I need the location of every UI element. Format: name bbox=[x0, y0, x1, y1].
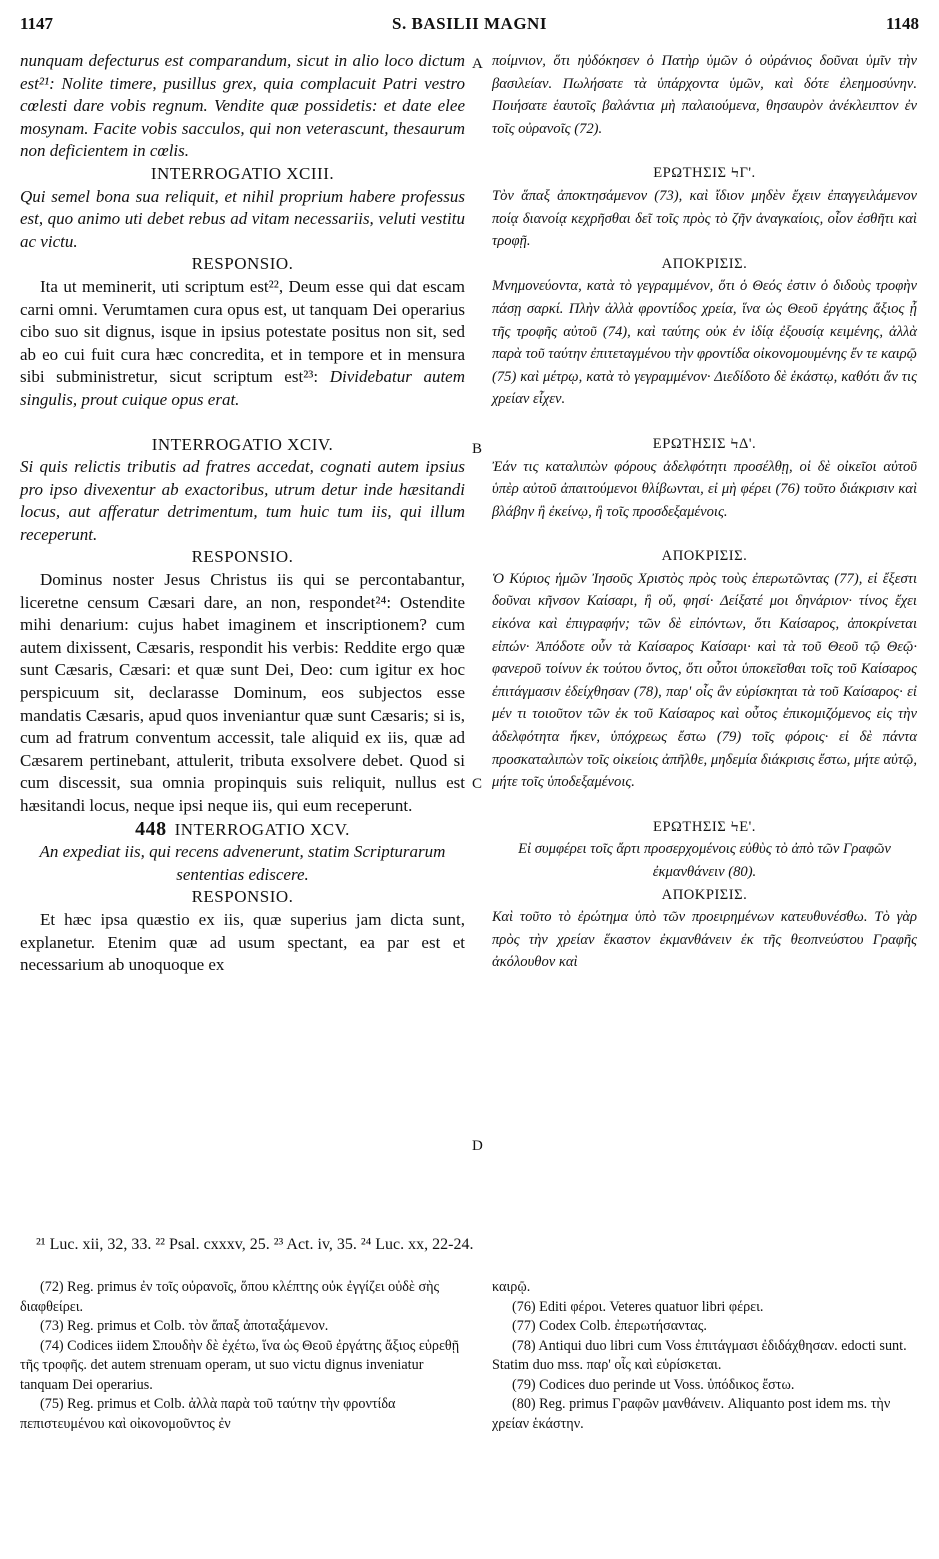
latin-q93-question: Qui semel bona sua reliquit, et nihil proprium habere professus est, quo animo uti debet rebus ad vitam necessariis, veluti vestitu ac victu. bbox=[20, 186, 465, 251]
latin-q95-question: An expediat iis, qui recens advenerunt, statim Scripturarum sententias ediscere. bbox=[39, 842, 446, 884]
note-80: (80) Reg. primus Γραφῶν μανθάνειν. Aliquanto post idem ms. τὴν χρείαν ἑκάστην. bbox=[492, 1396, 891, 1432]
latin-q93-heading: INTERROGATIO XCIII. bbox=[150, 163, 335, 183]
page-number-448: 448 bbox=[135, 817, 167, 840]
note-74: (74) Codices iidem Σπουδὴν δὲ ἐχέτω, ἵνα ὡς Θεοῦ ἐργάτης ἄξιος εὑρεθῇ τῆς τροφῆς. det autem strenuam operam, ut suo victu dignus inveniatur tanquam Dei operarius. bbox=[20, 1337, 460, 1393]
greek-q95-question: Εἰ συμφέρει τοῖς ἄρτι προσερχομένοις εὐθὺς τὸ ἀπὸ τῶν Γραφῶν ἐκμανθάνειν (80). bbox=[518, 841, 891, 880]
margin-letter-d: D bbox=[472, 1138, 483, 1154]
latin-q94-response-heading: RESPONSIO. bbox=[191, 547, 294, 567]
latin-q93-response-heading: RESPONSIO. bbox=[191, 254, 294, 274]
greek-column bbox=[492, 50, 917, 974]
greek-q95-response: Καὶ τοῦτο τὸ ἐρώτημα ὑπὸ τῶν προειρημένων κατευθυνέσθω. Τὸ γὰρ πρὸς τὴν χρείαν ἕκαστον ἐκμανθάνειν ἐκ τῆς θεοπνεύστου Γραφῆς ἀκόλουθον καὶ bbox=[492, 909, 917, 971]
note-78: (78) Antiqui duo libri cum Voss ἐπιτάγμασι ἐδιδάχθησαν. edocti sunt. Statim duo mss. παρ' οἷς καὶ εὑρίσκεται. bbox=[492, 1337, 907, 1373]
greek-q93-question: Τὸν ἅπαξ ἀποκτησάμενον (73), καὶ ἴδιον μηδὲν ἔχειν ἐπαγγειλάμενον ποίᾳ διανοίᾳ κεχρῆσθαι δεῖ τοῖς πρὸς τὸ ζῆν ἀναγκαίοις, οἷον ἐσθῆτι καὶ τροφῇ. bbox=[492, 187, 917, 250]
greek-q93-response-heading: ΑΠΟΚΡΙΣΙΣ. bbox=[661, 255, 748, 272]
note-76: (76) Editi φέροι. Veteres quatuor libri φέρει. bbox=[512, 1298, 764, 1315]
latin-q95-heading: 448 INTERROGATIO XCV. bbox=[135, 817, 350, 840]
note-72: (72) Reg. primus ἐν τοῖς οὐρανοῖς, ὅπου κλέπτης οὐκ ἐγγίζει οὐδὲ σὴς διαφθείρει. bbox=[20, 1279, 440, 1315]
latin-q95-response-heading: RESPONSIO. bbox=[191, 887, 294, 907]
greek-intro: ποίμνιον, ὅτι ηὐδόκησεν ὁ Πατὴρ ὑμῶν ὁ οὐράνιος δοῦναι ὑμῖν τὴν βασιλείαν. Πωλήσατε τὰ ὑπάρχοντα ὑμῶν, καὶ δότε ἐλεημοσύνην. Ποιήσατε ἑαυτοῖς βαλάντια μὴ παλαιούμενα, θησαυρὸν ἀνέκλειπτον ἐν τοῖς οὐρανοῖς (72). bbox=[492, 53, 917, 137]
note-75: (75) Reg. primus et Colb. ἀλλὰ παρὰ τοῦ ταύτην τὴν φροντίδα πεπιστευμένου καὶ οἰκονομοῦντος ἐν bbox=[20, 1396, 396, 1432]
note-77: (77) Codex Colb. ἐπερωτήσαντας. bbox=[512, 1318, 707, 1334]
greek-q95-heading: ΕΡΩΤΗΣΙΣ ϞΕ'. bbox=[653, 818, 756, 835]
latin-q93-response: Ita ut meminerit, uti scriptum est²², Deum esse qui dat escam carni omni. Verumtamen cura opus est, ut tanquam Dei operarius cibo suo sit dignus, isque in ipsius potestate positus non sit, sed ab eo cui fuit cura hæc concredita, et in tempore et in mensura sibi subministretur, sicut scriptum est²³: Dividebatur autem singulis, prout cuique opus erat. bbox=[20, 276, 466, 409]
scripture-references: ²¹ Luc. xii, 32, 33. ²² Psal. cxxxv, 25. ²³ Act. iv, 35. ²⁴ Luc. xx, 22-24. bbox=[36, 1236, 474, 1253]
latin-column bbox=[20, 50, 465, 977]
margin-letter-c: C bbox=[472, 776, 483, 792]
note-79: (79) Codices duo perinde ut Voss. ὑπόδικος ἔστω. bbox=[512, 1376, 795, 1393]
greek-q95-response-heading: ΑΠΟΚΡΙΣΙΣ. bbox=[661, 886, 748, 903]
greek-q94-response-heading: ΑΠΟΚΡΙΣΙΣ. bbox=[661, 548, 748, 565]
right-page-number: 1148 bbox=[885, 14, 919, 33]
greek-q93-response: Μνημονεύοντα, κατὰ τὸ γεγραμμένον, ὅτι ὁ Θεός ἐστιν ὁ διδοὺς τροφὴν πάσῃ σαρκί. Πλὴν ἀλλὰ φροντίδος χρεία, ἵνα ὡς Θεοῦ ἐργάτης ἄξιος ᾖ τῆς τροφῆς αὐτοῦ (74), καὶ ταύτης οὐκ ἐν ἰδίᾳ ἐξουσίᾳ κειμένης, ἀλλὰ παρὰ τοῦ ταύτην ἐπιτεταγμένου τὴν φροντίδα οἰκονομουμένης ἔν τε καιρῷ (75) καὶ μέτρῳ, κατὰ τὸ γεγραμμένον· Διεδίδοτο δὲ ἑκάστῳ, καθότι ἄν τις χρείαν εἶχεν. bbox=[492, 278, 917, 408]
greek-q94-response: Ὁ Κύριος ἡμῶν Ἰησοῦς Χριστὸς πρὸς τοὺς ἐπερωτῶντας (77), εἰ ἔξεστι δοῦναι κῆνσον Καίσαρι, ἢ οὔ, φησί· Δείξατέ μοι δηνάριον· τίνος ἔχει εἰκόνα καὶ ἐπιγραφήν; τῶν δὲ εἰπόντων, ὅτι Καίσαρος, ἀποκρίνεται εἰπών· Ἀπόδοτε οὖν τὰ Καίσαρος Καίσαρι· καὶ τὰ τοῦ Θεοῦ τῷ Θεῷ· φανεροῦ τοίνυν ἐκ τούτου ὄντος, ὅτι οὗτοι ὑποκεῖσθαι τοῖς τοῦ Καίσαρος ἐπιτάγμασιν ἐδείχθησαν (78), παρ' οἷς ἂν εὑρίσκηται τὰ τοῦ Καίσαρος· εἰ μέν τι τοιοῦτον τῶν ἐκ τοῦ Καίσαρος καὶ οὗτος ἐπικομιζόμενος εἰς τὴν ἀδελφότητα ἥκεν, ὑπόχρεως ἔστω (79) τοῖς φόροις· εἰ δὲ πάντα προσκαταλιπὼν τοῖς οἰκείοις ἀπῆλθε, μηδεμία διάκρισις ἔστω, μήτε αὐτῷ, μήτε τοῖς ὑποδεξαμένοις. bbox=[492, 570, 917, 791]
running-title: S. BASILII MAGNI bbox=[392, 14, 547, 33]
notes-right bbox=[492, 1278, 917, 1434]
note-73: (73) Reg. primus et Colb. τὸν ἅπαξ ἀποταξάμενον. bbox=[40, 1318, 329, 1334]
margin-letter-a: A bbox=[472, 56, 483, 72]
latin-q94-response: Dominus noster Jesus Christus iis qui se percontabantur, liceretne censum Cæsari dare, an non, respondet²⁴: Ostendite mihi denarium: cujus habet imaginem et inscriptionem? cum autem dixissent, Cæsaris, respondit his verbis: Reddite ergo quæ sunt Cæsaris, Cæsari: et quæ sunt Dei, Deo: cum igitur ex hoc perspicuum sit, declarasse Dominum, eos subjectos esse mandatis Cæsaris, apud quos inveniantur quæ sunt Cæsaris; si is, cum ad fratrum conventum accessit, tale aliquid ex iis, quæ ad Cæsarem pertinebant, attulerit, tributa exsolvere debet. Quod si cum discessit, sua omnia propinquis suis reliquit, nullus est hæsitandi locus, neque ipsi neque iis, qui eum receperunt. bbox=[20, 570, 465, 815]
margin-letter-b: B bbox=[472, 441, 483, 457]
greek-q93-heading: ΕΡΩΤΗΣΙΣ ϞΓ'. bbox=[653, 165, 756, 182]
notes-left bbox=[20, 1278, 465, 1434]
latin-q94-question: Si quis relictis tributis ad fratres accedat, cognati autem ipsius pro ipso divexentur ab exactoribus, utrum detur inde hæsitandi locus, aut afferatur detrimentum, tum huic tum iis, qui illum receperunt. bbox=[20, 457, 465, 544]
latin-intro: nunquam defecturus est comparandum, sicut in alio loco dictum est²¹: Nolite timere, pusillus grex, quia complacuit Patri vestro cœlesti dare vobis regnum. Vendite quæ possidetis: et date elee mosynam. Facite vobis sacculos, qui non veterascunt, thesaurum non deficientem in cœlis. bbox=[20, 51, 465, 161]
latin-q94-heading: INTERROGATIO XCIV. bbox=[151, 434, 334, 454]
running-header bbox=[20, 14, 919, 38]
note-75-continued: καιρῷ. bbox=[492, 1279, 531, 1295]
latin-q95-response: Et hæc ipsa quæstio ex iis, quæ superius jam dicta sunt, explanetur. Etenim quæ ad usum spectant, ea par est et necessarium ab unoquoque ex bbox=[20, 909, 465, 975]
greek-q94-heading: ΕΡΩΤΗΣΙΣ ϞΔ'. bbox=[652, 435, 757, 452]
greek-q94-question: Ἐάν τις καταλιπὼν φόρους ἀδελφότητι προσέλθῃ, οἱ δὲ οἰκεῖοι αὐτοῦ ὑπὲρ αὐτοῦ ἀπαιτούμενοι θλίβωνται, εἰ μὴ φέρει (76) τοῦτο διάκρισιν καὶ βλάβην ἢ ἐκείνῳ, ἢ τοῖς προσδεξαμένοις. bbox=[492, 458, 917, 520]
left-page-number: 1147 bbox=[20, 14, 54, 33]
